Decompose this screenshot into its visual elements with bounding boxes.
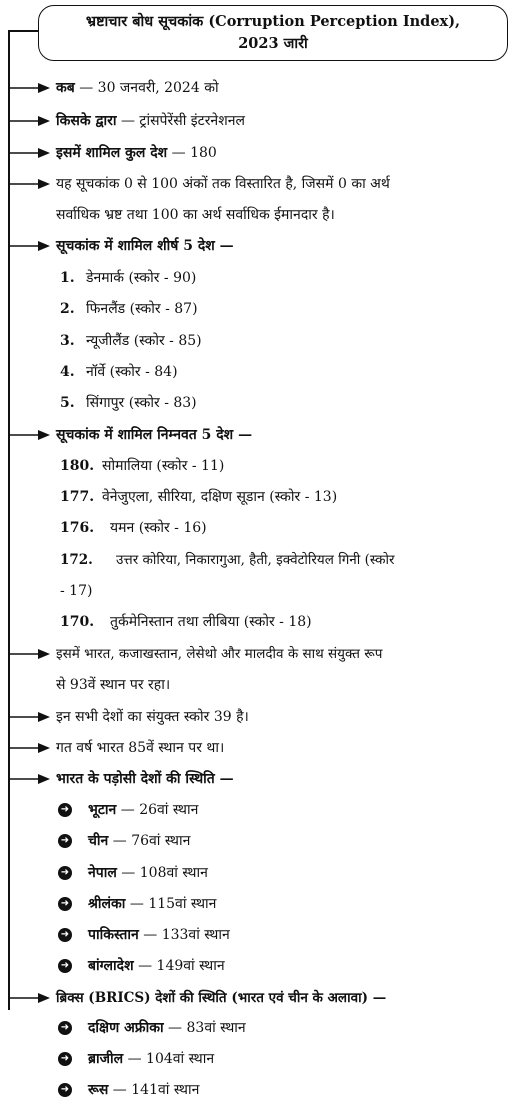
arrow-bullet-icon: ➜	[58, 928, 72, 942]
top5-heading: सूचकांक में शामिल शीर्ष 5 देश	[56, 238, 215, 254]
list-item: 1. डेनमार्क (स्कोर - 90)	[60, 270, 197, 286]
arrow-icon	[8, 178, 50, 190]
list-item: पाकिस्तान — 133वां स्थान	[88, 927, 230, 943]
arrow-bullet-icon: ➜	[58, 866, 72, 880]
list-item: दक्षिण अफ्रीका — 83वां स्थान	[88, 1020, 246, 1036]
arrow-bullet-icon: ➜	[58, 834, 72, 848]
arrow-bullet-icon: ➜	[58, 803, 72, 817]
arrow-icon	[8, 992, 50, 1004]
list-item: 177. वेनेजुएला, सीरिया, दक्षिण सूडान (स्कोर - 13)	[60, 489, 338, 505]
count-label: इसमें शामिल कुल देश	[56, 145, 168, 161]
dash: —	[219, 238, 234, 254]
when-label: कब	[56, 80, 75, 96]
by-value: ट्रांसपेरेंसी इंटरनेशनल	[139, 113, 245, 129]
bottom5-heading: सूचकांक में शामिल निम्नवत 5 देश	[56, 427, 234, 443]
arrow-bullet-icon: ➜	[58, 1021, 72, 1035]
scale-line-2: सर्वाधिक भ्रष्ट तथा 100 का अर्थ सर्वाधिक ईमानदार है।	[56, 207, 335, 223]
list-item: 170. तुर्कमेनिस्तान तथा लीबिया (स्कोर - 18)	[60, 614, 312, 630]
arrow-icon	[8, 648, 50, 660]
list-item: 3. न्यूजीलैंड (स्कोर - 85)	[60, 333, 202, 349]
dash: —	[171, 145, 186, 161]
arrow-icon	[8, 773, 50, 785]
list-item: चीन — 76वां स्थान	[88, 833, 191, 849]
brics-heading: ब्रिक्स (BRICS) देशों की स्थिति (भारत एवं चीन के अलावा)	[56, 990, 368, 1006]
by-label: किसके द्वारा	[56, 113, 117, 129]
arrow-bullet-icon: ➜	[58, 1083, 72, 1097]
arrow-icon	[8, 82, 50, 94]
when-value: 30 जनवरी, 2024 को	[97, 80, 219, 96]
dash: —	[219, 771, 234, 787]
arrow-bullet-icon: ➜	[58, 959, 72, 973]
dash: —	[238, 427, 253, 443]
title-line-2: 2023 जारी	[238, 35, 308, 52]
list-item: 2. फिनलैंड (स्कोर - 87)	[60, 301, 198, 317]
outline-spine-top	[8, 30, 38, 32]
list-item: बांग्लादेश — 149वां स्थान	[88, 958, 225, 974]
arrow-icon	[8, 240, 50, 252]
dash: —	[120, 113, 135, 129]
list-item: 4. नॉर्वे (स्कोर - 84)	[60, 364, 178, 380]
india-line-2: से 93वें स्थान पर रहा।	[56, 677, 171, 693]
list-item: 176. यमन (स्कोर - 16)	[60, 520, 207, 536]
list-item: 180. सोमालिया (स्कोर - 11)	[60, 458, 225, 474]
dash: —	[372, 990, 387, 1006]
list-item: भूटान — 26वां स्थान	[88, 802, 199, 818]
neighbours-heading: भारत के पड़ोसी देशों की स्थिति	[56, 771, 215, 787]
arrow-icon	[8, 115, 50, 127]
arrow-icon	[8, 742, 50, 754]
page-title	[38, 5, 508, 61]
list-item-continuation: - 17)	[60, 583, 93, 599]
count-value: 180	[190, 145, 217, 161]
outline-spine	[8, 30, 10, 1010]
list-item: ब्राजील — 104वां स्थान	[88, 1051, 215, 1067]
arrow-bullet-icon: ➜	[58, 897, 72, 911]
list-item: रूस — 141वां स्थान	[88, 1082, 200, 1098]
list-item: नेपाल — 108वां स्थान	[88, 865, 208, 881]
arrow-icon	[8, 711, 50, 723]
list-item: 172. उत्तर कोरिया, निकारागुआ, हैती, इक्वेटोरियल गिनी (स्कोर	[60, 552, 395, 568]
list-item: श्रीलंका — 115वां स्थान	[88, 896, 217, 912]
dash: —	[79, 80, 94, 96]
title-line-1: भ्रष्टाचार बोध सूचकांक (Corruption Perception Index),	[85, 13, 461, 30]
india-line-1: इसमें भारत, कजाखस्तान, लेसेथो और मालदीव के साथ संयुक्त रूप	[56, 646, 383, 662]
arrow-icon	[8, 429, 50, 441]
arrow-icon	[8, 147, 50, 159]
scale-line-1: यह सूचकांक 0 से 100 अंकों तक विस्तारित है, जिसमें 0 का अर्थ	[56, 176, 390, 192]
arrow-bullet-icon: ➜	[58, 1052, 72, 1066]
list-item: 5. सिंगापुर (स्कोर - 83)	[60, 395, 197, 411]
